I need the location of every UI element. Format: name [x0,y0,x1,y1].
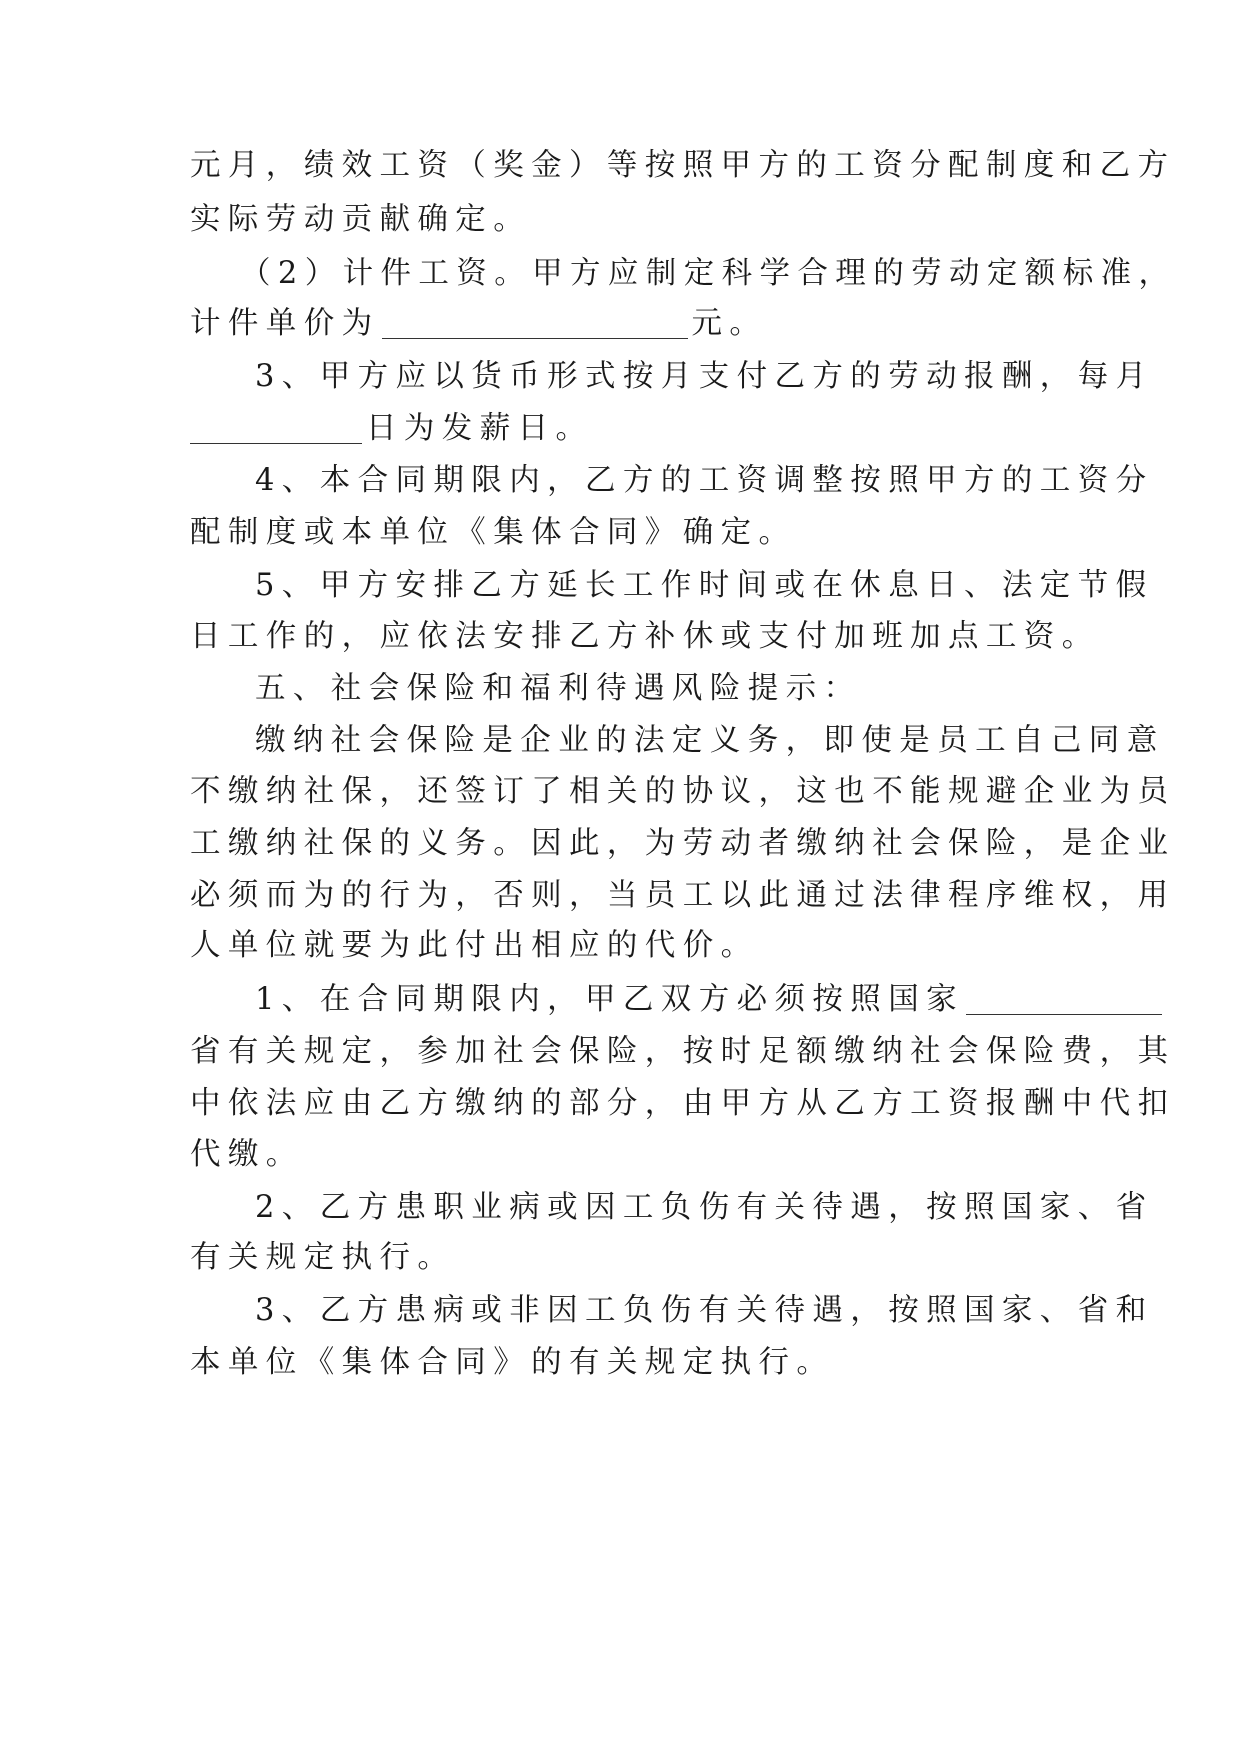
text-line: 代缴。 [190,1137,304,1172]
text-line: 3、乙方患病或非因工负伤有关待遇，按照国家、省和 [255,1293,1154,1328]
text-line: （2）计件工资。甲方应制定科学合理的劳动定额标准， [240,256,1177,291]
fill-in-blank [966,984,1162,1015]
text-line: 日工作的，应依法安排乙方补休或支付加班加点工资。 [190,619,1100,654]
text-line: 省有关规定，参加社会保险，按时足额缴纳社会保险费，其 [190,1034,1176,1069]
text-fragment: 元。 [691,306,768,341]
text-line: 3、甲方应以货币形式按月支付乙方的劳动报酬，每月 [255,359,1154,394]
text-line: 本单位《集体合同》的有关规定执行。 [190,1345,835,1380]
text-line: 2、乙方患职业病或因工负伤有关待遇，按照国家、省 [255,1190,1154,1225]
text-line: 有关规定执行。 [190,1240,456,1275]
text-line: 人单位就要为此付出相应的代价。 [190,928,759,963]
text-fragment: 计件单价为 [190,306,380,341]
text-line [190,304,1060,344]
text-fragment: 日为发薪日。 [366,411,594,446]
text-line: 必须而为的行为，否则，当员工以此通过法律程序维权，用 [190,878,1176,913]
section-heading: 五、社会保险和福利待遇风险提示： [255,671,862,706]
text-line: 不缴纳社保，还签订了相关的协议，这也不能规避企业为员 [190,774,1176,809]
text-line: 5、甲方安排乙方延长工作时间或在休息日、法定节假 [255,568,1154,603]
text-line: 实际劳动贡献确定。 [190,202,532,237]
text-line [255,980,1060,1020]
text-line: 缴纳社会保险是企业的法定义务，即使是员工自己同意 [255,723,1165,758]
text-fragment: 1、在合同期限内，甲乙双方必须按照国家 [255,982,965,1017]
text-line: 配制度或本单位《集体合同》确定。 [190,515,797,550]
text-line: 中依法应由乙方缴纳的部分，由甲方从乙方工资报酬中代扣 [190,1086,1176,1121]
text-line: 工缴纳社保的义务。因此，为劳动者缴纳社会保险，是企业 [190,826,1176,861]
text-line: 4、本合同期限内，乙方的工资调整按照甲方的工资分 [255,463,1154,498]
fill-in-blank [382,308,688,339]
text-line [190,409,1060,449]
fill-in-blank [190,413,362,444]
text-line: 元月，绩效工资（奖金）等按照甲方的工资分配制度和乙方 [190,148,1176,183]
